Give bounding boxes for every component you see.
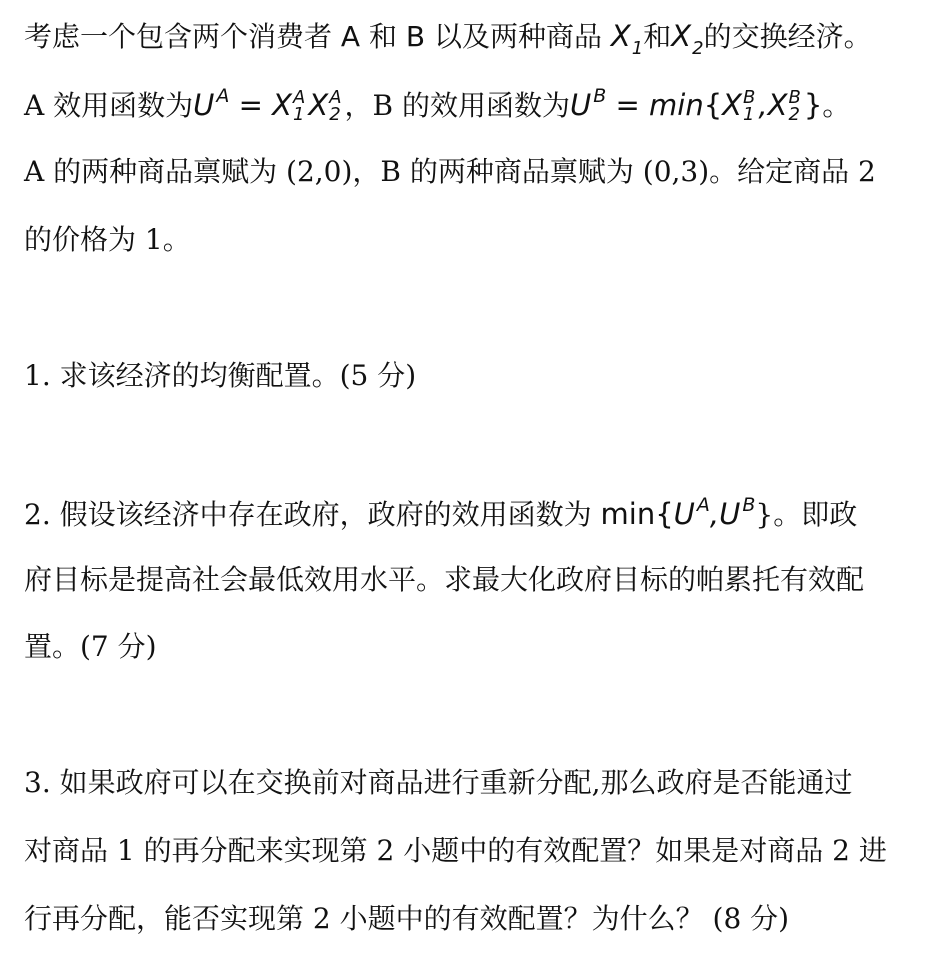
math-subscript: 1 [631, 38, 644, 59]
question-3-line-1: 3. 如果政府可以在交换前对商品进行重新分配,那么政府是否能通过 [24, 766, 853, 799]
math-subscript: 1 [292, 103, 305, 125]
intro-line-2 [24, 85, 851, 125]
math-var-u: U [193, 88, 215, 122]
math-superscript: B [743, 86, 756, 108]
math-var-u: U [570, 88, 592, 122]
math-var-x: X [722, 88, 743, 122]
math-superscript: A [292, 86, 306, 108]
intro-line-1 [24, 16, 872, 59]
math-superscript: B [593, 85, 607, 107]
intro-text: 的交换经济。 [703, 20, 872, 53]
math-var-x: X [671, 19, 692, 53]
math-comma: , [709, 497, 720, 531]
intro-line-4: 的价格为 1。 [24, 223, 191, 256]
question-2-line-2: 府目标是提高社会最低效用水平。求最大化政府目标的帕累托有效配 [24, 563, 865, 596]
math-var-u: U [673, 497, 695, 531]
math-subscript: 2 [329, 103, 341, 125]
math-subscript: 1 [743, 103, 755, 125]
math-min: min [600, 497, 656, 531]
math-sup-sub [743, 86, 756, 125]
intro-line-3: A 的两种商品禀赋为 (2,0)，B 的两种商品禀赋为 (0,3)。给定商品 2 [24, 155, 876, 188]
math-var-x: X [308, 88, 329, 122]
question-3-line-2: 对商品 1 的再分配来实现第 2 小题中的有效配置？如果是对商品 2 进 [24, 834, 887, 867]
math-brace: { [703, 88, 723, 122]
math-equals: = [229, 88, 273, 122]
intro-text: 考虑一个包含两个消费者 [24, 20, 341, 53]
math-sup-sub [292, 86, 306, 125]
math-subscript: 2 [692, 38, 704, 59]
math-var-x: X [767, 88, 788, 122]
question-3-line-3: 行再分配，能否实现第 2 小题中的有效配置？为什么？ (8 分) [24, 902, 790, 935]
math-brace: { [655, 497, 674, 531]
math-superscript: B [742, 494, 756, 516]
intro-text: ，B 的效用函数为 [344, 89, 570, 122]
intro-text: A 效用函数为 [24, 89, 194, 122]
intro-text: 以及两种商品 [425, 20, 611, 53]
math-sup-sub [329, 86, 342, 125]
math-var-x: X [272, 88, 292, 122]
intro-text: 和 [360, 20, 406, 53]
math-min: min [649, 88, 704, 122]
math-superscript: A [329, 86, 342, 108]
math-brace: }。 [803, 88, 852, 122]
math-superscript: A [216, 85, 230, 107]
intro-text: 和 [643, 20, 672, 53]
math-var-x: X [610, 19, 631, 53]
question-1: 1. 求该经济的均衡配置。(5 分) [24, 359, 417, 392]
math-superscript: A [696, 494, 710, 516]
math-superscript: B [788, 86, 801, 108]
question-2-line-3: 置。(7 分) [24, 630, 157, 663]
consumer-b-label: B [405, 20, 426, 53]
question-text: 2. 假设该经济中存在政府，政府的效用函数为 [24, 498, 601, 531]
math-var-u: U [719, 497, 741, 531]
math-comma: , [758, 88, 768, 122]
question-2-line-1 [24, 494, 857, 534]
math-sup-sub [788, 86, 801, 125]
question-text: }。即政 [755, 498, 858, 531]
math-equals: = [606, 88, 650, 122]
consumer-a-label: A [340, 20, 361, 53]
math-subscript: 2 [788, 103, 800, 125]
